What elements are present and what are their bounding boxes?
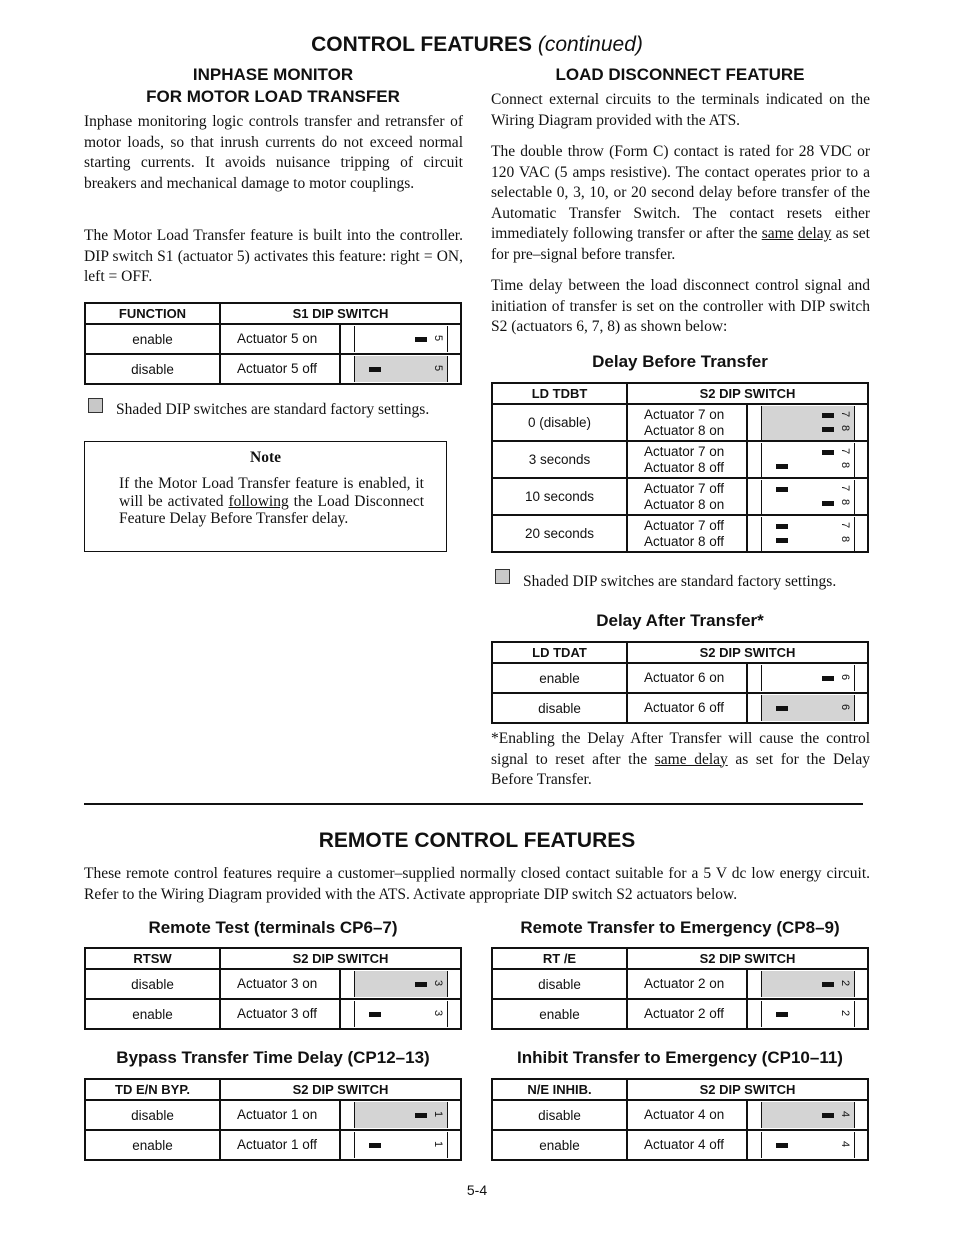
actuator-label: Actuator 3 off [237, 1006, 318, 1021]
table-header-row [492, 642, 868, 663]
dip-switch-number: 4 [838, 1140, 851, 1147]
dip-lever [822, 676, 834, 681]
actuator-cell [220, 1100, 340, 1130]
dip-switch-graphic [761, 665, 855, 691]
column-header-function: RTSW [85, 948, 220, 969]
dip-switch-cell [747, 663, 868, 693]
function-cell: disable [85, 969, 220, 999]
dip-switch-graphic [761, 517, 855, 551]
function-cell: disable [492, 1100, 627, 1130]
dip-lever [776, 538, 788, 543]
dip-switch-cell [747, 969, 868, 999]
dip-switch-number: 6 [838, 673, 851, 680]
dip-switch-cell [747, 441, 868, 478]
function-cell: enable [492, 999, 627, 1029]
remote-transfer-heading: Remote Transfer to Emergency (CP8–9) [520, 918, 840, 937]
dip-lever [369, 1143, 381, 1148]
function-cell: disable [85, 1100, 220, 1130]
bypass-heading: Bypass Transfer Time Delay (CP12–13) [116, 1048, 430, 1067]
actuator-cell [627, 441, 747, 478]
dip-switch-number: 6 [838, 703, 851, 710]
dip-lever [415, 982, 427, 987]
actuator-label: Actuator 8 off [644, 459, 725, 475]
table-row [492, 1130, 868, 1160]
delay-after-dip-table [491, 641, 869, 724]
dip-switch-number: 3 [431, 979, 444, 986]
table-row [492, 441, 868, 478]
actuator-label: Actuator 7 on [644, 443, 725, 459]
dip-lever [776, 487, 788, 492]
dip-switch-graphic [354, 326, 448, 352]
dip-switch-graphic [354, 1001, 448, 1027]
column-header-function: LD TDAT [492, 642, 627, 663]
dip-switch-graphic [761, 971, 855, 997]
table-header-row [492, 383, 868, 404]
actuator-label: Actuator 1 off [237, 1137, 318, 1152]
actuator-cell [220, 354, 340, 384]
dip-switch-graphic [761, 1102, 855, 1128]
dip-switch-cell [340, 969, 461, 999]
actuator-label: Actuator 5 on [237, 331, 318, 346]
column-header-function: TD E/N BYP. [85, 1079, 220, 1100]
dip-lever [776, 1012, 788, 1017]
dip-switch-number: 3 [431, 1009, 444, 1016]
table-row [492, 404, 868, 441]
table-row [492, 478, 868, 515]
section-divider [84, 803, 863, 805]
remote-intro: These remote control features require a customer–supplied normally closed contact suitable for a 5 V dc low energy circuit. Refer to the Wiring Diagram provided with the ATS. Activate appropriate DIP switch S2 actuators below. [84, 865, 870, 903]
table-header-row [85, 303, 461, 324]
dip-lever [822, 982, 834, 987]
bypass-dip-table [84, 1078, 462, 1161]
dip-lever [369, 367, 381, 372]
dip-lever [822, 501, 834, 506]
page-title [0, 33, 954, 57]
actuator-label: Actuator 7 off [644, 480, 725, 496]
actuator-cell [627, 478, 747, 515]
table-row [492, 515, 868, 552]
actuator-label: Actuator 2 off [644, 1006, 725, 1021]
function-cell: 3 seconds [492, 441, 627, 478]
actuator-cell [627, 1130, 747, 1160]
note-box [84, 441, 447, 552]
remote-test-heading: Remote Test (terminals CP6–7) [148, 918, 398, 937]
actuator-cell [627, 693, 747, 723]
column-header-dip-switch: S1 DIP SWITCH [220, 303, 461, 324]
function-cell: 10 seconds [492, 478, 627, 515]
column-header-dip-switch: S2 DIP SWITCH [220, 948, 461, 969]
inphase-heading-line2: FOR MOTOR LOAD TRANSFER [146, 87, 400, 106]
dip-switch-number: 5 [431, 364, 444, 371]
shaded-legend-swatch [88, 398, 103, 413]
actuator-label: Actuator 6 on [644, 670, 725, 685]
dip-switch-cell [747, 1130, 868, 1160]
dip-lever [822, 413, 834, 418]
actuator-cell [627, 404, 747, 441]
inphase-dip-table [84, 302, 462, 385]
shaded-legend-swatch-2 [495, 569, 510, 584]
dip-switch-cell [340, 1100, 461, 1130]
table-row [85, 999, 461, 1029]
column-header-dip-switch: S2 DIP SWITCH [627, 948, 868, 969]
dip-switch-cell [340, 354, 461, 384]
dip-switch-number: 4 [838, 1110, 851, 1117]
column-header-function: RT /E [492, 948, 627, 969]
actuator-label: Actuator 7 off [644, 517, 725, 533]
actuator-cell [627, 663, 747, 693]
column-header-function: LD TDBT [492, 383, 627, 404]
dip-switch-graphic [761, 1001, 855, 1027]
page-title-text: CONTROL FEATURES [311, 33, 532, 56]
note-text: If the Motor Load Transfer feature is enabled, it will be activated following the Load Disconnect Feature Delay Before Transfer delay. [119, 475, 425, 527]
dip-switch-cell [747, 999, 868, 1029]
dip-switch-number: 2 [838, 1009, 851, 1016]
inphase-heading [84, 65, 462, 107]
function-cell: enable [85, 999, 220, 1029]
delay-after-heading: Delay After Transfer* [596, 611, 764, 630]
dip-switch-cell [747, 1100, 868, 1130]
table-header-row [85, 948, 461, 969]
load-disconnect-paragraph-3: Time delay between the load disconnect control signal and initiation of transfer is set on the controller with DIP switch S2 (actuators 6, 7, 8) as shown below: [491, 277, 870, 335]
inphase-heading-line1: INPHASE MONITOR [192, 65, 354, 84]
dip-switch-cell [747, 693, 868, 723]
dip-lever [776, 524, 788, 529]
column-header-dip-switch: S2 DIP SWITCH [627, 1079, 868, 1100]
table-row [492, 1100, 868, 1130]
table-header-row [85, 1079, 461, 1100]
actuator-cell [220, 1130, 340, 1160]
actuator-label: Actuator 4 off [644, 1137, 725, 1152]
delay-before-dip-table [491, 382, 869, 553]
function-cell: 0 (disable) [492, 404, 627, 441]
shaded-legend-text-2: Shaded DIP switches are standard factory settings. [523, 573, 837, 590]
actuator-cell [627, 969, 747, 999]
dip-switch-number: 7 [838, 521, 851, 528]
column-header-function: N/E INHIB. [492, 1079, 627, 1100]
table-row [492, 663, 868, 693]
page-title-suffix: (continued) [537, 33, 643, 56]
function-cell: disable [492, 693, 627, 723]
note-title: Note [250, 449, 281, 466]
dip-lever [415, 1113, 427, 1118]
function-cell: enable [85, 1130, 220, 1160]
remote-heading: REMOTE CONTROL FEATURES [318, 829, 636, 852]
actuator-label: Actuator 7 on [644, 406, 725, 422]
dip-switch-graphic [761, 443, 855, 477]
function-cell: 20 seconds [492, 515, 627, 552]
table-row [85, 1130, 461, 1160]
actuator-label: Actuator 8 off [644, 533, 725, 549]
dip-switch-graphic [354, 356, 448, 382]
actuator-label: Actuator 8 on [644, 422, 725, 438]
load-disconnect-heading: LOAD DISCONNECT FEATURE [555, 65, 805, 84]
dip-switch-graphic [761, 406, 855, 440]
dip-switch-number: 5 [431, 334, 444, 341]
function-cell: enable [85, 324, 220, 354]
actuator-label: Actuator 6 off [644, 700, 725, 715]
dip-switch-cell [747, 478, 868, 515]
dip-switch-cell [747, 404, 868, 441]
load-disconnect-paragraph-1: Connect external circuits to the terminals indicated on the Wiring Diagram provided with the ATS. [491, 91, 870, 129]
dip-lever [369, 1012, 381, 1017]
dip-lever [415, 337, 427, 342]
dip-switch-cell [340, 1130, 461, 1160]
function-cell: enable [492, 1130, 627, 1160]
function-cell: disable [492, 969, 627, 999]
dip-switch-graphic [761, 1132, 855, 1158]
actuator-label: Actuator 5 off [237, 361, 318, 376]
remote-test-dip-table [84, 947, 462, 1030]
column-header-dip-switch: S2 DIP SWITCH [220, 1079, 461, 1100]
dip-lever [822, 1113, 834, 1118]
inphase-paragraph-1: Inphase monitoring logic controls transfer and retransfer of motor loads, so that inrush currents do not exceed normal starting currents. It avoids nuisance tripping of circuit breakers and mechanical damage to motor couplings. [84, 113, 463, 192]
dip-switch-number: 8 [838, 536, 851, 543]
actuator-cell [220, 999, 340, 1029]
actuator-cell [627, 515, 747, 552]
shaded-legend-text: Shaded DIP switches are standard factory settings. [116, 401, 430, 418]
dip-switch-graphic [761, 695, 855, 721]
dip-switch-cell [747, 515, 868, 552]
dip-switch-number: 7 [838, 410, 851, 417]
dip-switch-number: 2 [838, 979, 851, 986]
inhibit-heading: Inhibit Transfer to Emergency (CP10–11) [517, 1048, 843, 1067]
load-disconnect-paragraph-2: The double throw (Form C) contact is rated for 28 VDC or 120 VAC (5 amps resistive). The contact operates prior to a selectable 0, 3, 10, or 20 second delay before transfer of the Automatic Transfer Switch. The contact resets either immediately following transfer or after the same delay as set for pre–signal before transfer. [491, 143, 870, 263]
dip-switch-number: 7 [838, 484, 851, 491]
dip-lever [776, 464, 788, 469]
dip-switch-number: 1 [431, 1110, 444, 1117]
dip-lever [776, 706, 788, 711]
dip-switch-number: 7 [838, 447, 851, 454]
actuator-label: Actuator 4 on [644, 1107, 725, 1122]
column-header-dip-switch: S2 DIP SWITCH [627, 383, 868, 404]
dip-lever [822, 427, 834, 432]
actuator-label: Actuator 8 on [644, 496, 725, 512]
dip-switch-graphic [761, 480, 855, 514]
dip-switch-graphic [354, 1102, 448, 1128]
inhibit-dip-table [491, 1078, 869, 1161]
function-cell: disable [85, 354, 220, 384]
column-header-dip-switch: S2 DIP SWITCH [627, 642, 868, 663]
dip-switch-graphic [354, 971, 448, 997]
dip-switch-number: 8 [838, 462, 851, 469]
table-header-row [492, 1079, 868, 1100]
table-row [85, 969, 461, 999]
dip-switch-graphic [354, 1132, 448, 1158]
actuator-cell [627, 1100, 747, 1130]
function-cell: enable [492, 663, 627, 693]
dip-switch-number: 1 [431, 1140, 444, 1147]
delay-after-footnote: *Enabling the Delay After Transfer will cause the control signal to reset after the same delay as set for the Delay Before Transfer. [491, 730, 870, 788]
inphase-paragraph-2: The Motor Load Transfer feature is built into the controller. DIP switch S1 (actuator 5) activates this feature: right = ON, left = OFF. [84, 227, 463, 285]
table-row [85, 1100, 461, 1130]
delay-before-heading: Delay Before Transfer [592, 352, 768, 371]
dip-switch-number: 8 [838, 499, 851, 506]
dip-switch-cell [340, 999, 461, 1029]
actuator-cell [220, 969, 340, 999]
dip-lever [822, 450, 834, 455]
actuator-label: Actuator 1 on [237, 1107, 318, 1122]
remote-transfer-dip-table [491, 947, 869, 1030]
dip-lever [776, 1143, 788, 1148]
table-header-row [492, 948, 868, 969]
actuator-cell [220, 324, 340, 354]
table-row [85, 354, 461, 384]
table-row [492, 969, 868, 999]
dip-switch-number: 8 [838, 425, 851, 432]
page-number: 5-4 [466, 1182, 488, 1198]
dip-switch-cell [340, 324, 461, 354]
column-header-function: FUNCTION [85, 303, 220, 324]
actuator-label: Actuator 2 on [644, 976, 725, 991]
table-row [492, 693, 868, 723]
actuator-label: Actuator 3 on [237, 976, 318, 991]
table-row [85, 324, 461, 354]
actuator-cell [627, 999, 747, 1029]
table-row [492, 999, 868, 1029]
